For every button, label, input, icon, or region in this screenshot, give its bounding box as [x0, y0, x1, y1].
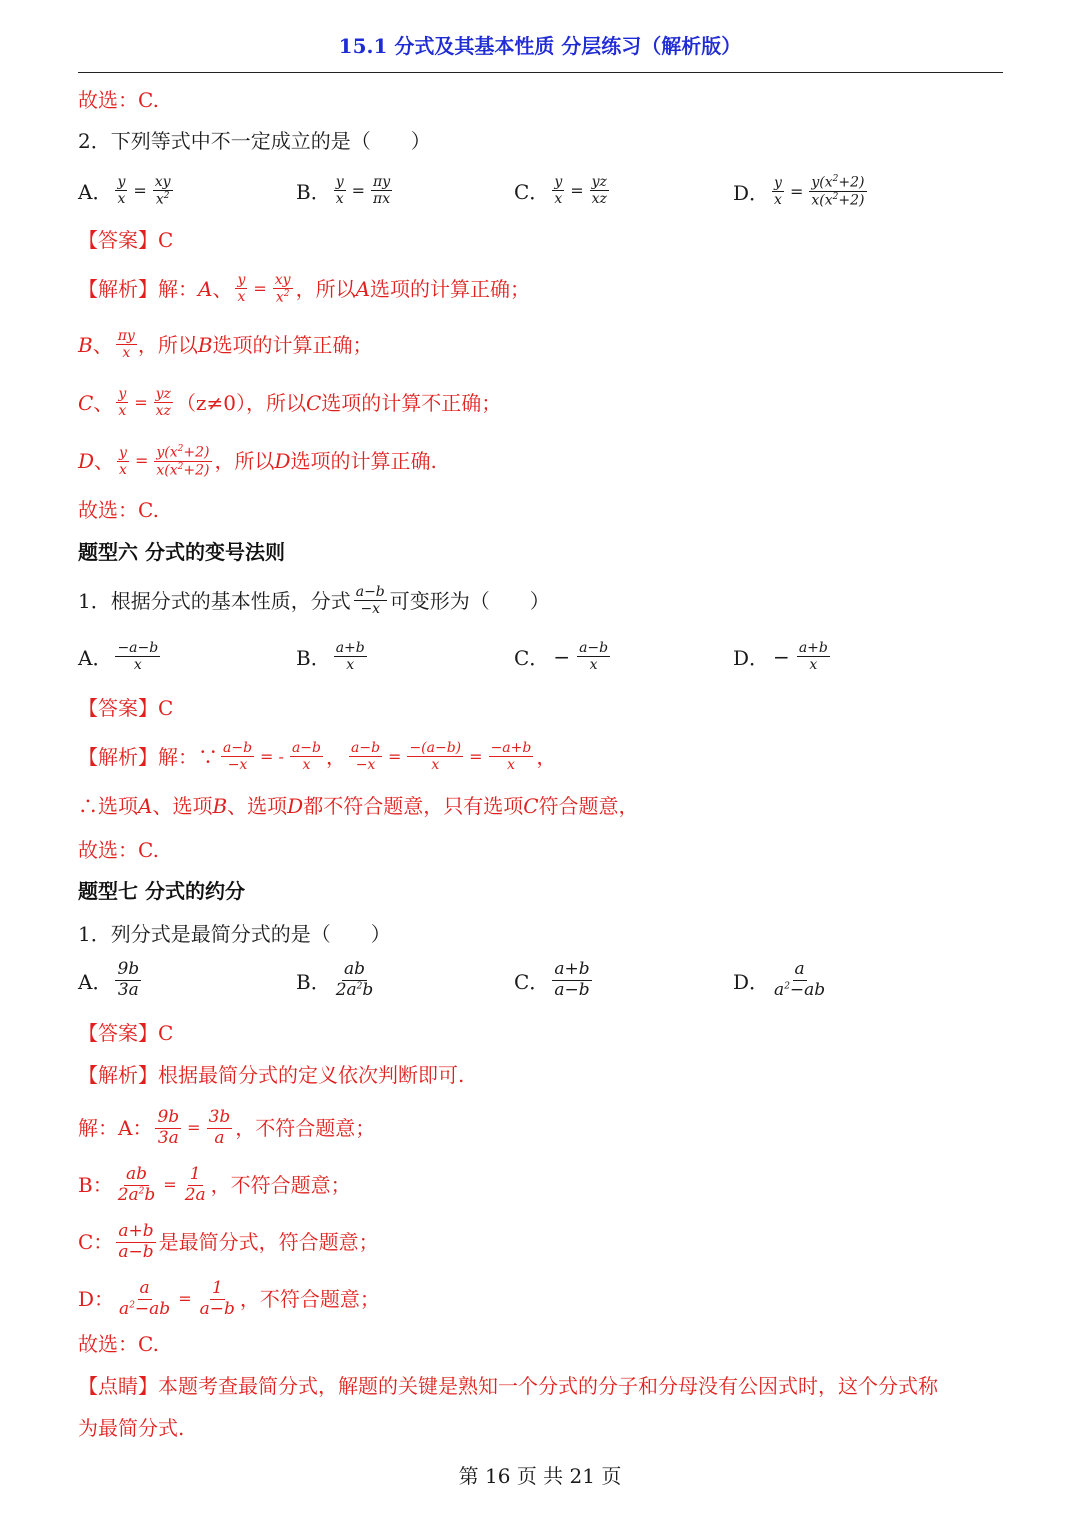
q7-option-a: A． $\frac{9b}{3a}$	[78, 959, 140, 1000]
q2-option-c: C． $\frac{y}{x}$ = $\frac{yz}{xz}$	[514, 174, 607, 208]
q6-option-a: A． $\frac{-a-b}{x}$	[78, 640, 159, 674]
q6-option-d: D． − $\frac{a+b}{x}$	[733, 640, 828, 674]
q6-option-b: B． $\frac{a+b}{x}$	[296, 640, 365, 674]
option-letter: D．	[733, 180, 770, 205]
page-footer: 第 16 页 共 21 页	[458, 1464, 622, 1488]
q2-option-a: A． $\frac{y}{x}$ = $\frac{xy}{x^2}$	[78, 174, 171, 208]
q6-option-c: C． − $\frac{a-b}{x}$	[514, 640, 609, 674]
option-letter: B．	[296, 180, 331, 205]
option-letter: C．	[514, 180, 550, 205]
solution-q7-c: C： $\frac{a+b}{a-b}$ 是最简分式，符合题意；	[78, 1221, 379, 1262]
question-6-1: 1．根据分式的基本性质，分式 $\frac{a-b}{-x}$ 可变形为（ ）	[78, 584, 550, 618]
q7-option-c: C． $\frac{a+b}{a-b}$	[514, 959, 590, 1000]
explanation-q2-c: C 、 $\frac{y}{x}$ = $\frac{yz}{xz}$ （z≠0），所以 C 选项的计算不正确；	[78, 386, 502, 420]
section-title-6: 题型六 分式的变号法则	[78, 540, 285, 564]
explanation-q6: 【解析】 解：∵ $\frac{a-b}{-x}$ = - $\frac{a-b}{x}$ ， $\frac{a-b}{-x}$ = $\frac{-(a-b)}{x}$ = $\frac{-a+b}{x}$ ，	[78, 740, 557, 774]
q7-option-b: B． $\frac{ab}{2a^2b}$	[296, 959, 374, 1000]
explanation-q2-b: B 、 $\frac{\pi y}{x}$ ， 所以 B 选项的计算正确；	[78, 328, 373, 362]
explanation-q6-line2: ∴选项A、选项B、选项D都不符合题意，只有选项C符合题意，	[78, 794, 639, 818]
q2-option-b: B． $\frac{y}{x}$ = $\frac{\pi y}{\pi x}$	[296, 174, 391, 208]
conclusion-line-3: 故选：C.	[78, 838, 159, 862]
question-7-1: 1．列分式是最简分式的是（ ）	[78, 922, 391, 946]
q7-option-d: D． $\frac{a}{a^2-ab}$	[733, 959, 826, 1000]
tip-line-2: 为最简分式.	[78, 1416, 185, 1440]
solution-q7-b: B： $\frac{ab}{2a^2b}$ = $\frac{1}{2a}$ ，不符合题意；	[78, 1164, 351, 1205]
answer-q6: 【答案】C	[78, 696, 174, 720]
conclusion-line-4: 故选：C.	[78, 1332, 159, 1356]
question-2: 2．下列等式中不一定成立的是（ ）	[78, 129, 431, 153]
page-header-title: 15.1 分式及其基本性质 分层练习（解析版）	[338, 34, 742, 58]
header-rule	[78, 72, 1003, 73]
solution-q7-d: D： $\frac{a}{a^2-ab}$ = $\frac{1}{a-b}$ ，不符合题意；	[78, 1278, 380, 1319]
answer-q7: 【答案】C	[78, 1021, 174, 1045]
section-title-7: 题型七 分式的约分	[78, 879, 245, 903]
answer-q2: 【答案】C	[78, 228, 174, 252]
explanation-q7: 【解析】根据最简分式的定义依次判断即可.	[78, 1063, 465, 1087]
tip-line-1: 【点睛】本题考查最简分式，解题的关键是熟知一个分式的分子和分母没有公因式时，这个分式称	[78, 1374, 938, 1398]
conclusion-line-2: 故选：C.	[78, 498, 159, 522]
conclusion-line-1: 故选：C.	[78, 88, 159, 112]
explanation-q2-d: D 、 $\frac{y}{x}$ = $\frac{y(x^2+2)}{x(x^2+2)}$ ， 所以 D 选项的计算正确.	[78, 444, 437, 479]
q2-option-d: D． $\frac{y}{x}$ = $\frac{y(x^2+2)}{x(x^2+2)}$	[733, 174, 865, 209]
explanation-q2-a: 【解析】 解： A 、 $\frac{y}{x}$ = $\frac{xy}{x^2}$ ，所以 A 选项的计算正确；	[78, 272, 531, 306]
option-letter: A．	[78, 180, 113, 205]
solution-q7-a: 解：A： $\frac{9b}{3a}$ = $\frac{3b}{a}$ ，不符合题意；	[78, 1107, 376, 1148]
